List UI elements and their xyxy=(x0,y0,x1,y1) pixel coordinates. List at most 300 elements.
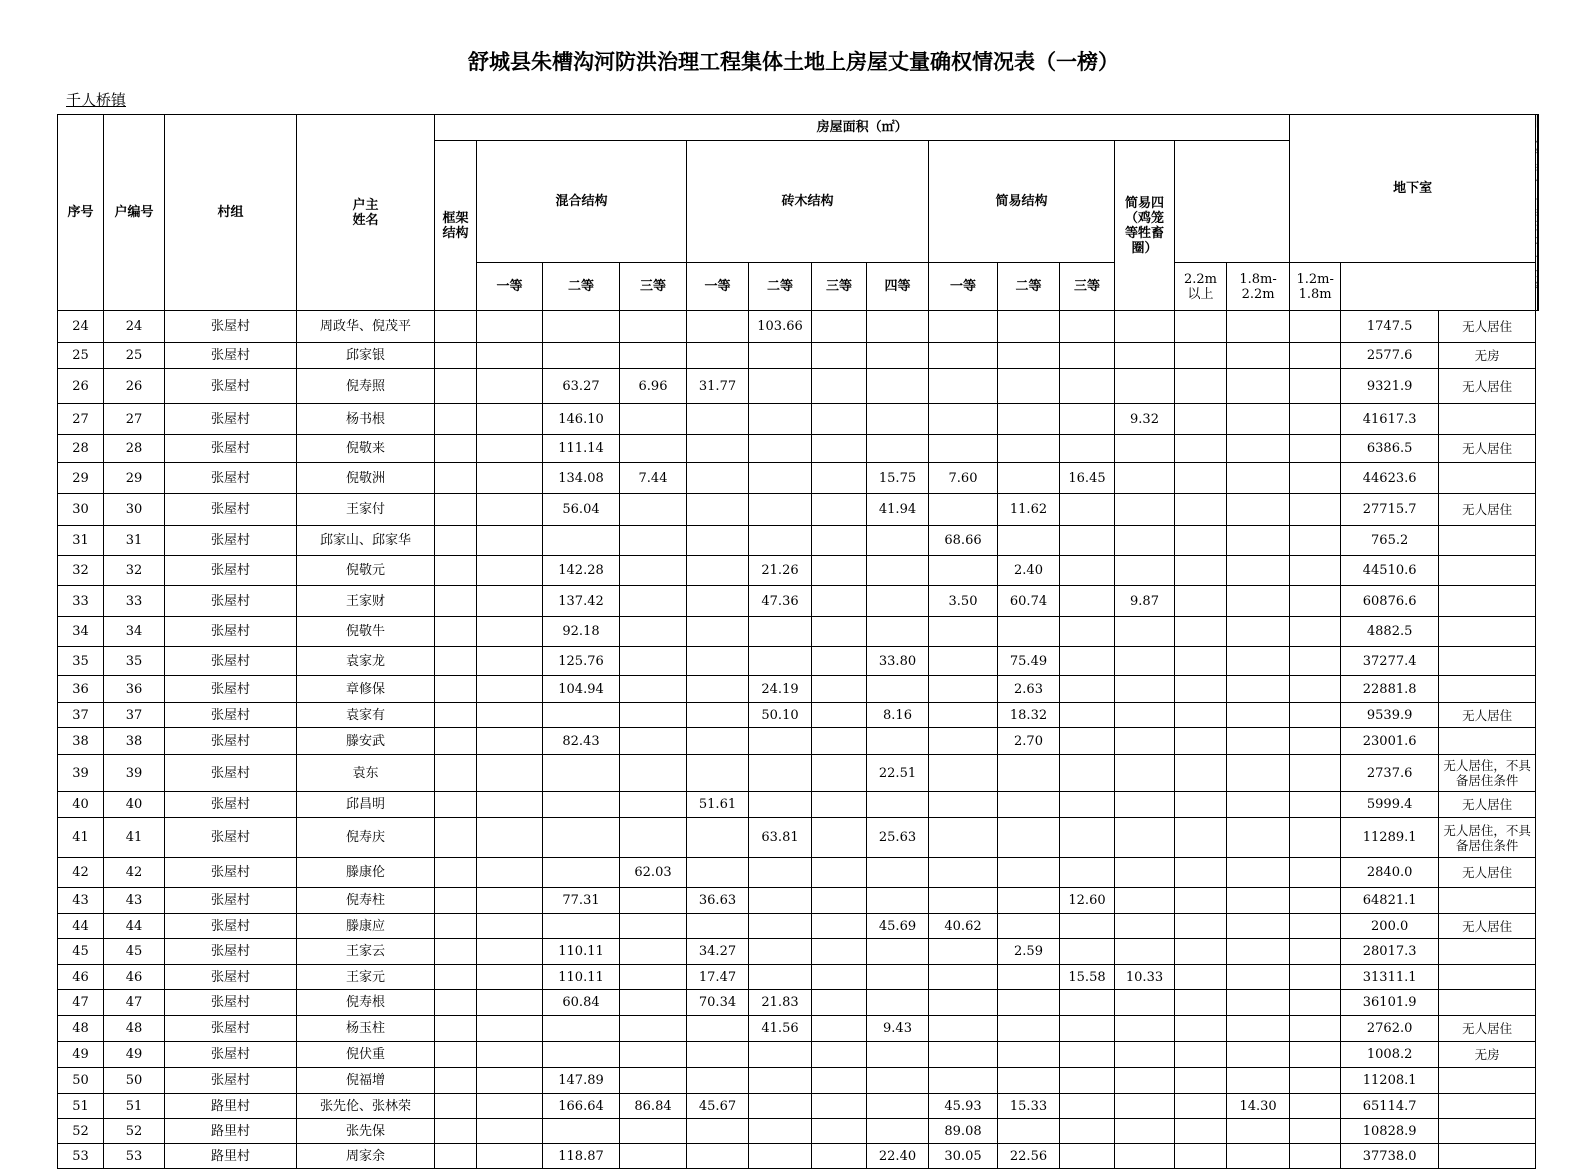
cell-b3 xyxy=(812,617,867,647)
cell-s3 xyxy=(1060,1016,1115,1042)
cell-bb xyxy=(1227,888,1290,914)
cell-b3 xyxy=(812,676,867,703)
cell-s4 xyxy=(1115,703,1175,728)
cell-seq: 52 xyxy=(58,1119,104,1144)
cell-no: 40 xyxy=(104,792,165,818)
cell-s3 xyxy=(1060,858,1115,888)
cell-village: 张屋村 xyxy=(165,792,297,818)
cell-s1 xyxy=(929,676,998,703)
cell-s1: 7.60 xyxy=(929,463,998,494)
cell-s3 xyxy=(1060,990,1115,1016)
cell-village: 路里村 xyxy=(165,1094,297,1119)
cell-m1 xyxy=(477,343,543,369)
cell-m3 xyxy=(620,888,687,914)
cell-owner: 倪敬洲 xyxy=(297,463,435,494)
cell-bb xyxy=(1227,818,1290,858)
cell-ba xyxy=(1175,792,1227,818)
cell-m3 xyxy=(620,914,687,939)
cell-m3 xyxy=(620,435,687,463)
cell-s4: 9.87 xyxy=(1115,586,1175,617)
cell-s3 xyxy=(1060,369,1115,404)
cell-m3 xyxy=(620,965,687,990)
cell-owner: 倪寿根 xyxy=(297,990,435,1016)
cell-m3 xyxy=(620,617,687,647)
cell-no: 52 xyxy=(104,1119,165,1144)
cell-m1 xyxy=(477,369,543,404)
cell-remark xyxy=(1439,1144,1536,1169)
cell-b2 xyxy=(749,1119,812,1144)
cell-remark: 无房 xyxy=(1439,1042,1536,1068)
cell-m2: 110.11 xyxy=(543,965,620,990)
cell-b4 xyxy=(867,556,929,586)
cell-seq: 48 xyxy=(58,1016,104,1042)
cell-b4 xyxy=(867,1119,929,1144)
cell-s3 xyxy=(1060,435,1115,463)
cell-b3 xyxy=(812,888,867,914)
header-basement-a: 2.2m 以上 xyxy=(1175,263,1227,311)
cell-s1 xyxy=(929,888,998,914)
cell-remark xyxy=(1439,463,1536,494)
cell-m2 xyxy=(543,792,620,818)
cell-ba xyxy=(1175,755,1227,792)
cell-village: 张屋村 xyxy=(165,463,297,494)
cell-b1 xyxy=(687,1068,749,1094)
cell-b2 xyxy=(749,858,812,888)
header-mixed-grade2: 二等 xyxy=(543,263,620,311)
cell-s2: 2.59 xyxy=(998,939,1060,965)
cell-m3 xyxy=(620,1144,687,1169)
cell-ba xyxy=(1175,463,1227,494)
cell-b1: 17.47 xyxy=(687,965,749,990)
table-row xyxy=(58,888,1539,914)
cell-village: 张屋村 xyxy=(165,1068,297,1094)
cell-s2 xyxy=(998,435,1060,463)
cell-ba xyxy=(1175,1094,1227,1119)
cell-m3: 6.96 xyxy=(620,369,687,404)
cell-ba xyxy=(1175,556,1227,586)
table-row xyxy=(58,647,1539,676)
cell-s1 xyxy=(929,703,998,728)
cell-m3 xyxy=(620,556,687,586)
cell-owner: 王家元 xyxy=(297,965,435,990)
header-brick-grade4: 四等 xyxy=(867,263,929,311)
cell-bb xyxy=(1227,647,1290,676)
cell-s1 xyxy=(929,1016,998,1042)
cell-s1: 30.05 xyxy=(929,1144,998,1169)
cell-bb xyxy=(1227,965,1290,990)
cell-s3 xyxy=(1060,914,1115,939)
cell-b1 xyxy=(687,1016,749,1042)
cell-frame xyxy=(435,404,477,435)
cell-owner: 王家付 xyxy=(297,494,435,526)
cell-owner: 倪福增 xyxy=(297,1068,435,1094)
cell-seq: 28 xyxy=(58,435,104,463)
header-remarks xyxy=(1537,115,1538,311)
cell-comp: 37277.4 xyxy=(1341,647,1439,676)
header-simple-grade3: 三等 xyxy=(1060,263,1115,311)
table-row xyxy=(58,965,1539,990)
table-row xyxy=(58,463,1539,494)
cell-frame xyxy=(435,463,477,494)
cell-b4 xyxy=(867,343,929,369)
cell-m2 xyxy=(543,703,620,728)
cell-s2: 2.63 xyxy=(998,676,1060,703)
cell-b1 xyxy=(687,858,749,888)
cell-s3 xyxy=(1060,311,1115,343)
cell-m2 xyxy=(543,1119,620,1144)
cell-b3 xyxy=(812,1068,867,1094)
cell-b1 xyxy=(687,494,749,526)
table-row xyxy=(58,526,1539,556)
cell-s1 xyxy=(929,1042,998,1068)
cell-m2 xyxy=(543,858,620,888)
cell-s4 xyxy=(1115,463,1175,494)
cell-b2 xyxy=(749,728,812,755)
page-title: 舒城县朱槽沟河防洪治理工程集体土地上房屋丈量确权情况表（一榜） xyxy=(468,50,1119,74)
cell-no: 32 xyxy=(104,556,165,586)
cell-remark: 无人居住 xyxy=(1439,1016,1536,1042)
cell-bb xyxy=(1227,939,1290,965)
cell-m3 xyxy=(620,703,687,728)
cell-frame xyxy=(435,728,477,755)
cell-comp: 11208.1 xyxy=(1341,1068,1439,1094)
cell-b1: 45.67 xyxy=(687,1094,749,1119)
cell-no: 25 xyxy=(104,343,165,369)
header-brick-grade2: 二等 xyxy=(749,263,812,311)
cell-bc xyxy=(1290,556,1341,586)
cell-b3 xyxy=(812,369,867,404)
cell-ba xyxy=(1175,369,1227,404)
cell-s3 xyxy=(1060,526,1115,556)
cell-b4 xyxy=(867,676,929,703)
cell-m2: 77.31 xyxy=(543,888,620,914)
cell-owner: 周家余 xyxy=(297,1144,435,1169)
cell-b2 xyxy=(749,1094,812,1119)
cell-m2: 134.08 xyxy=(543,463,620,494)
cell-s3 xyxy=(1060,939,1115,965)
cell-s1 xyxy=(929,343,998,369)
table-row xyxy=(58,792,1539,818)
cell-m3: 7.44 xyxy=(620,463,687,494)
cell-no: 24 xyxy=(104,311,165,343)
cell-b4: 22.51 xyxy=(867,755,929,792)
cell-s4 xyxy=(1115,1042,1175,1068)
cell-village: 张屋村 xyxy=(165,404,297,435)
cell-s2 xyxy=(998,1016,1060,1042)
cell-village: 张屋村 xyxy=(165,435,297,463)
cell-frame xyxy=(435,990,477,1016)
cell-m1 xyxy=(477,1144,543,1169)
cell-no: 34 xyxy=(104,617,165,647)
cell-comp: 11289.1 xyxy=(1341,818,1439,858)
cell-village: 张屋村 xyxy=(165,676,297,703)
cell-bc xyxy=(1290,858,1341,888)
cell-village: 张屋村 xyxy=(165,494,297,526)
cell-s2 xyxy=(998,463,1060,494)
cell-m1 xyxy=(477,792,543,818)
cell-bb xyxy=(1227,755,1290,792)
cell-comp: 4882.5 xyxy=(1341,617,1439,647)
cell-b3 xyxy=(812,586,867,617)
cell-seq: 40 xyxy=(58,792,104,818)
cell-remark: 无人居住 xyxy=(1439,858,1536,888)
cell-m1 xyxy=(477,914,543,939)
table-row xyxy=(58,703,1539,728)
cell-village: 张屋村 xyxy=(165,311,297,343)
cell-m2 xyxy=(543,755,620,792)
cell-frame xyxy=(435,647,477,676)
cell-owner: 邱昌明 xyxy=(297,792,435,818)
cell-m1 xyxy=(477,703,543,728)
cell-frame xyxy=(435,914,477,939)
cell-remark: 无人居住，不具备居住条件 xyxy=(1439,818,1536,858)
cell-bc xyxy=(1290,1042,1341,1068)
cell-no: 27 xyxy=(104,404,165,435)
cell-bb xyxy=(1227,586,1290,617)
table-row xyxy=(58,914,1539,939)
cell-remark: 无人居住 xyxy=(1439,792,1536,818)
cell-s2 xyxy=(998,343,1060,369)
cell-seq: 41 xyxy=(58,818,104,858)
cell-seq: 31 xyxy=(58,526,104,556)
cell-b2 xyxy=(749,1068,812,1094)
cell-village: 路里村 xyxy=(165,1144,297,1169)
cell-s3 xyxy=(1060,703,1115,728)
cell-owner: 邱家银 xyxy=(297,343,435,369)
cell-owner: 袁家有 xyxy=(297,703,435,728)
cell-b4 xyxy=(867,1068,929,1094)
cell-village: 张屋村 xyxy=(165,939,297,965)
cell-b1 xyxy=(687,556,749,586)
cell-s4 xyxy=(1115,494,1175,526)
cell-s4 xyxy=(1115,818,1175,858)
cell-m3 xyxy=(620,1042,687,1068)
cell-b3 xyxy=(812,647,867,676)
cell-village: 张屋村 xyxy=(165,617,297,647)
cell-s3 xyxy=(1060,617,1115,647)
header-basement-b: 1.8m- 2.2m xyxy=(1227,263,1290,311)
cell-no: 28 xyxy=(104,435,165,463)
cell-b3 xyxy=(812,1119,867,1144)
cell-seq: 26 xyxy=(58,369,104,404)
cell-comp: 37738.0 xyxy=(1341,1144,1439,1169)
cell-s3: 12.60 xyxy=(1060,888,1115,914)
cell-bb xyxy=(1227,914,1290,939)
cell-village: 张屋村 xyxy=(165,990,297,1016)
cell-m2: 118.87 xyxy=(543,1144,620,1169)
cell-m2 xyxy=(543,818,620,858)
cell-b2 xyxy=(749,369,812,404)
cell-m3 xyxy=(620,343,687,369)
cell-s3 xyxy=(1060,818,1115,858)
cell-comp: 64821.1 xyxy=(1341,888,1439,914)
cell-bc xyxy=(1290,990,1341,1016)
cell-b3 xyxy=(812,965,867,990)
cell-s3 xyxy=(1060,676,1115,703)
cell-m2: 63.27 xyxy=(543,369,620,404)
cell-comp: 28017.3 xyxy=(1341,939,1439,965)
table-row xyxy=(58,435,1539,463)
cell-comp: 27715.7 xyxy=(1341,494,1439,526)
cell-ba xyxy=(1175,888,1227,914)
cell-owner: 张先保 xyxy=(297,1119,435,1144)
cell-comp: 22881.8 xyxy=(1341,676,1439,703)
cell-m2: 92.18 xyxy=(543,617,620,647)
header-basement: 地下室 xyxy=(1290,115,1536,263)
cell-bc xyxy=(1290,647,1341,676)
cell-s2 xyxy=(998,914,1060,939)
cell-b1 xyxy=(687,463,749,494)
cell-bb xyxy=(1227,1144,1290,1169)
cell-seq: 49 xyxy=(58,1042,104,1068)
cell-s1 xyxy=(929,617,998,647)
cell-m2 xyxy=(543,526,620,556)
table-row xyxy=(58,818,1539,858)
cell-comp: 31311.1 xyxy=(1341,965,1439,990)
cell-s4 xyxy=(1115,858,1175,888)
cell-ba xyxy=(1175,1042,1227,1068)
cell-m3 xyxy=(620,792,687,818)
cell-bb xyxy=(1227,463,1290,494)
cell-b4 xyxy=(867,1094,929,1119)
cell-bc xyxy=(1290,463,1341,494)
cell-m1 xyxy=(477,728,543,755)
header-mixed-grade3: 三等 xyxy=(620,263,687,311)
cell-m2: 147.89 xyxy=(543,1068,620,1094)
cell-m1 xyxy=(477,463,543,494)
cell-village: 张屋村 xyxy=(165,703,297,728)
cell-comp: 60876.6 xyxy=(1341,586,1439,617)
cell-comp: 44510.6 xyxy=(1341,556,1439,586)
header-mixed: 混合结构 xyxy=(477,141,687,263)
cell-m1 xyxy=(477,858,543,888)
housing-table xyxy=(57,114,1539,1169)
cell-b4 xyxy=(867,369,929,404)
cell-s3 xyxy=(1060,792,1115,818)
cell-frame xyxy=(435,858,477,888)
cell-s2: 22.56 xyxy=(998,1144,1060,1169)
cell-m1 xyxy=(477,755,543,792)
cell-s2: 2.40 xyxy=(998,556,1060,586)
cell-b3 xyxy=(812,1042,867,1068)
header-frame: 框架 结构 xyxy=(435,141,477,311)
table-row xyxy=(58,617,1539,647)
cell-seq: 24 xyxy=(58,311,104,343)
cell-seq: 32 xyxy=(58,556,104,586)
cell-s3 xyxy=(1060,494,1115,526)
cell-b1 xyxy=(687,728,749,755)
header-seq: 序号 xyxy=(58,115,104,311)
cell-ba xyxy=(1175,435,1227,463)
cell-bb xyxy=(1227,556,1290,586)
cell-seq: 47 xyxy=(58,990,104,1016)
cell-s4 xyxy=(1115,990,1175,1016)
cell-no: 50 xyxy=(104,1068,165,1094)
cell-s2: 11.62 xyxy=(998,494,1060,526)
cell-village: 路里村 xyxy=(165,1119,297,1144)
cell-no: 35 xyxy=(104,647,165,676)
cell-seq: 36 xyxy=(58,676,104,703)
cell-b3 xyxy=(812,311,867,343)
cell-comp: 2840.0 xyxy=(1341,858,1439,888)
cell-s1 xyxy=(929,1068,998,1094)
cell-b4 xyxy=(867,435,929,463)
cell-no: 31 xyxy=(104,526,165,556)
cell-seq: 33 xyxy=(58,586,104,617)
cell-m3 xyxy=(620,1068,687,1094)
cell-remark xyxy=(1439,404,1536,435)
cell-bb xyxy=(1227,435,1290,463)
cell-ba xyxy=(1175,647,1227,676)
cell-b1 xyxy=(687,311,749,343)
cell-village: 张屋村 xyxy=(165,818,297,858)
cell-remark xyxy=(1439,1094,1536,1119)
cell-b4 xyxy=(867,586,929,617)
cell-remark xyxy=(1439,888,1536,914)
cell-ba xyxy=(1175,818,1227,858)
cell-bc xyxy=(1290,939,1341,965)
cell-b2 xyxy=(749,343,812,369)
cell-m2 xyxy=(543,1016,620,1042)
cell-village: 张屋村 xyxy=(165,858,297,888)
cell-remark: 无人居住 xyxy=(1439,494,1536,526)
cell-bc xyxy=(1290,965,1341,990)
cell-ba xyxy=(1175,990,1227,1016)
cell-ba xyxy=(1175,494,1227,526)
cell-bb xyxy=(1227,1119,1290,1144)
cell-m3 xyxy=(620,494,687,526)
cell-seq: 42 xyxy=(58,858,104,888)
cell-m3 xyxy=(620,676,687,703)
cell-b1: 51.61 xyxy=(687,792,749,818)
cell-m1 xyxy=(477,1016,543,1042)
cell-frame xyxy=(435,494,477,526)
cell-b2 xyxy=(749,435,812,463)
cell-b3 xyxy=(812,404,867,435)
cell-ba xyxy=(1175,404,1227,435)
cell-s2 xyxy=(998,369,1060,404)
cell-m3 xyxy=(620,990,687,1016)
cell-comp: 65114.7 xyxy=(1341,1094,1439,1119)
cell-village: 张屋村 xyxy=(165,369,297,404)
cell-s4 xyxy=(1115,311,1175,343)
cell-s2 xyxy=(998,818,1060,858)
cell-b4: 33.80 xyxy=(867,647,929,676)
cell-remark: 无人居住 xyxy=(1439,435,1536,463)
table-row xyxy=(58,755,1539,792)
cell-no: 44 xyxy=(104,914,165,939)
cell-village: 张屋村 xyxy=(165,1042,297,1068)
cell-no: 46 xyxy=(104,965,165,990)
cell-bc xyxy=(1290,526,1341,556)
cell-m3 xyxy=(620,647,687,676)
cell-b4: 15.75 xyxy=(867,463,929,494)
cell-bc xyxy=(1290,1119,1341,1144)
cell-seq: 37 xyxy=(58,703,104,728)
cell-owner: 王家财 xyxy=(297,586,435,617)
cell-bc xyxy=(1290,435,1341,463)
cell-remark xyxy=(1439,647,1536,676)
cell-s1: 89.08 xyxy=(929,1119,998,1144)
cell-bc xyxy=(1290,617,1341,647)
cell-s3 xyxy=(1060,755,1115,792)
cell-comp: 23001.6 xyxy=(1341,728,1439,755)
cell-seq: 46 xyxy=(58,965,104,990)
cell-no: 47 xyxy=(104,990,165,1016)
cell-frame xyxy=(435,965,477,990)
cell-b2 xyxy=(749,965,812,990)
cell-bc xyxy=(1290,755,1341,792)
